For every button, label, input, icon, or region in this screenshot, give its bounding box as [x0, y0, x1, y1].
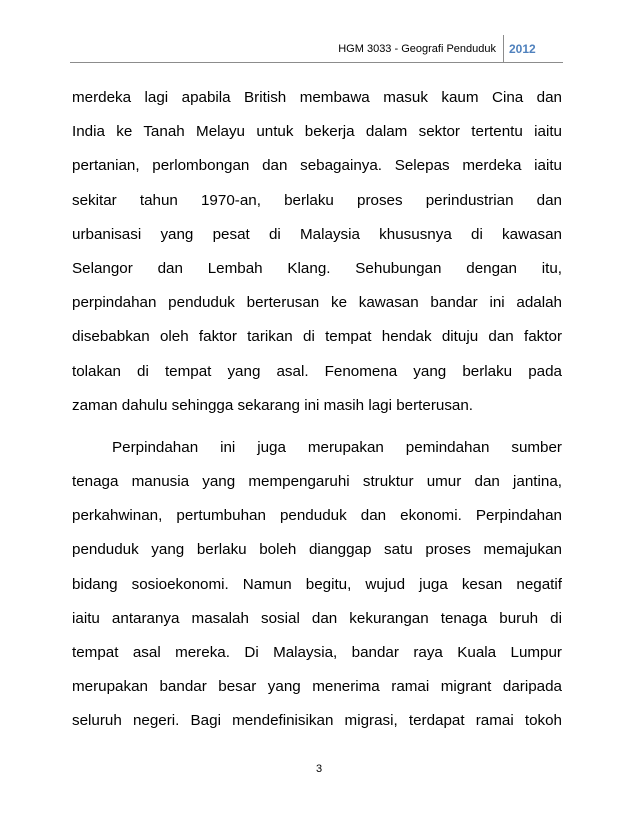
- text-line: bidang sosioekonomi. Namun begitu, wujud juga kesan negatif: [72, 575, 562, 593]
- text-line: perpindahan penduduk berterusan ke kawasan bandar ini adalah: [72, 294, 562, 312]
- text-line: merdeka lagi apabila British membawa masuk kaum Cina dan: [72, 89, 562, 106]
- page-number: 3: [315, 763, 323, 775]
- paragraph-2: [72, 431, 562, 739]
- document-body: [72, 81, 562, 739]
- text-line: tolakan di tempat yang asal. Fenomena yang berlaku pada: [72, 362, 562, 380]
- text-line: India ke Tanah Melayu untuk bekerja dalam sektor tertentu iaitu: [72, 123, 562, 141]
- text-line: penduduk yang berlaku boleh dianggap satu proses memajukan: [72, 541, 562, 559]
- text-line: sekitar tahun 1970-an, berlaku proses perindustrian dan: [72, 191, 562, 209]
- text-line: seluruh negeri. Bagi mendefinisikan migrasi, terdapat ramai tokoh: [72, 712, 562, 730]
- text-line: merupakan bandar besar yang menerima ramai migrant daripada: [72, 678, 562, 696]
- text-line: perkahwinan, pertumbuhan penduduk dan ekonomi. Perpindahan: [72, 507, 562, 525]
- text-line: Selangor dan Lembah Klang. Sehubungan dengan itu,: [72, 259, 562, 277]
- paragraph-1: [72, 81, 562, 423]
- text-line: disebabkan oleh faktor tarikan di tempat hendak dituju dan faktor: [72, 328, 562, 346]
- text-line: Perpindahan ini juga merupakan pemindahan sumber: [112, 438, 562, 456]
- text-line: iaitu antaranya masalah sosial dan kekurangan tenaga buruh di: [72, 609, 562, 627]
- text-line: pertanian, perlombongan dan sebagainya. Selepas merdeka iaitu: [72, 157, 562, 175]
- text-line: tempat asal mereka. Di Malaysia, bandar raya Kuala Lumpur: [72, 644, 562, 661]
- text-line: zaman dahulu sehingga sekarang ini masih lagi berterusan.: [72, 396, 474, 414]
- header-course-title: HGM 3033 - Geografi Penduduk: [338, 43, 496, 55]
- page-header: [70, 35, 563, 63]
- text-line: urbanisasi yang pesat di Malaysia khususnya di kawasan: [72, 225, 562, 243]
- text-line: tenaga manusia yang mempengaruhi struktur umur dan jantina,: [72, 473, 562, 491]
- paragraph-gap: [72, 423, 562, 431]
- header-divider: [503, 35, 504, 62]
- header-year: 2012: [509, 42, 536, 56]
